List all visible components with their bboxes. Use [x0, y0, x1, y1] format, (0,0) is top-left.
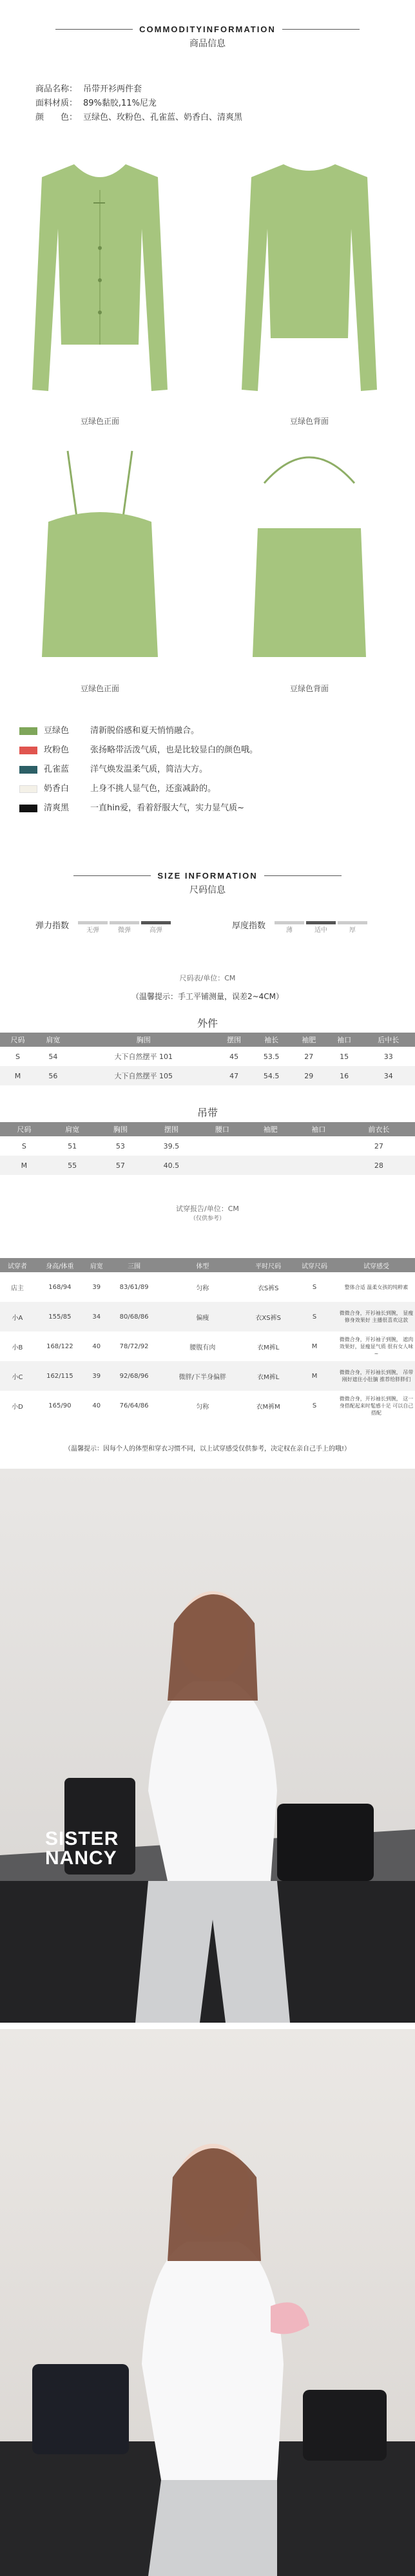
commodity-title-zh: 商品信息: [189, 39, 226, 49]
table-row: 小D 165/90 40 76/64/86 匀称 衣M裤M S 微微合身，开衫袖长到腕， 这一身搭配起来时髦感十足 可以自己搭配: [12, 1395, 414, 1416]
warm-note: （温馨提示：手工平铺测量，误差2~4CM）: [131, 992, 284, 1001]
commodity-info: [35, 82, 242, 125]
garment-strap-front: [29, 444, 171, 694]
thickness-index: [232, 920, 367, 934]
info-row: 商品名称： 吊带开衫两件套: [35, 84, 142, 94]
color-row: 豆绿色 清新脱俗感和夏天悄悄融合。: [19, 721, 258, 741]
divider: [55, 29, 133, 30]
color-swatch: [19, 785, 37, 793]
divider: [73, 875, 151, 876]
garment-caption: 豆绿色背面: [289, 684, 329, 693]
strap-back-image: [238, 444, 380, 676]
brand-line2: NANCY: [45, 1847, 117, 1869]
strap-front-image: [29, 444, 171, 676]
size-title-en: SIZE INFORMATION: [157, 871, 258, 881]
table-row: M 55 57 40.5 28: [0, 1156, 415, 1175]
outer-size-table: [0, 1033, 415, 1085]
color-row: 孔雀蓝 洋气焕发温柔气质，简洁大方。: [19, 760, 258, 779]
color-swatch: [19, 766, 37, 774]
thickness-label: 厚度指数: [232, 921, 266, 931]
table-row: 小A 155/85 34 80/68/86 偏瘦 衣XS裤S S 微微合身，开衫袖长到腕， 显瘦修身效果好 主播很喜欢这款: [0, 1302, 415, 1331]
table-header-row: 尺码 肩宽 胸围 摆围 腰口 袖肥 袖口 前衣长: [0, 1122, 415, 1136]
garment-cardigan-front: [29, 151, 171, 426]
garment-cardigan-back: [238, 151, 380, 426]
color-swatch: [19, 747, 37, 754]
cardigan-back-image: [238, 151, 380, 409]
size-title-zh: 尺码信息: [189, 885, 226, 895]
color-swatch: [19, 727, 37, 735]
divider: [264, 875, 342, 876]
table-row: S 54 大下自然摆平 101 45 53.5 27 15 33: [15, 1052, 393, 1061]
model-photo-1: [0, 1469, 415, 2023]
elastic-levels: 无弹 微弹 高弹: [86, 927, 163, 934]
model-photo-1-image: [0, 1469, 415, 2023]
brand-line1: SISTER: [45, 1828, 119, 1849]
trial-note: 试穿报告/单位：CM: [176, 1205, 239, 1213]
model-photo-2: [0, 2029, 415, 2576]
cardigan-front-image: [29, 151, 171, 409]
size-header: [0, 871, 415, 896]
color-row: 清爽黑 一直hin爱，看着舒服大气，实力显气质~: [19, 799, 258, 818]
garment-caption: 豆绿色正面: [80, 417, 119, 426]
color-row: 玫粉色 张扬略带活泼气质，也是比较显白的颜色哦。: [19, 741, 258, 760]
color-swatch: [19, 805, 37, 812]
info-row: 面料材质： 89%黏胶,11%尼龙: [35, 99, 157, 108]
garment-caption: 豆绿色正面: [80, 684, 119, 693]
trial-sub: （仅供参考）: [189, 1216, 225, 1222]
garment-caption: 豆绿色背面: [289, 417, 329, 426]
size-rule: [0, 871, 415, 881]
brand-logo: [45, 1829, 119, 1868]
garment-strap-back: [238, 444, 380, 694]
table-row: S 51 53 39.5 27: [21, 1141, 383, 1150]
trial-table: [0, 1258, 415, 1420]
model-photo-2-image: [0, 2029, 415, 2576]
table-row: M 56 大下自然摆平 105 47 54.5 29 16 34: [0, 1066, 415, 1085]
color-row: 奶香白 上身不挑人显气色，还蛮减龄的。: [19, 779, 258, 799]
unit-note: 尺码表/单位：CM: [179, 974, 236, 982]
bottom-note: （温馨提示：因每个人的体型和穿衣习惯不同，以上试穿感受仅供参考，决定权在亲自己手上的哦!）: [64, 1445, 351, 1453]
divider: [282, 29, 360, 30]
elastic-label: 弹力指数: [35, 921, 70, 931]
table-header-row: 尺码 肩宽 胸围 摆围 袖长 袖肥 袖口 后中长: [0, 1033, 415, 1047]
table-row: 小C 162/115 39 92/68/96 微胖/下半身偏胖 衣M裤L M 微微合身，开衫袖长到腕， 吊带刚好遮住小肚腩 推荐给胖胖们: [0, 1361, 415, 1391]
table-header-row: 试穿者 身高/体重 肩宽 三围 体型 平时尺码 试穿尺码 试穿感受: [0, 1258, 415, 1272]
thickness-levels: 薄 适中 厚: [286, 927, 356, 934]
outer-table-title: 外件: [197, 1017, 218, 1029]
commodity-header: [0, 24, 415, 50]
strap-size-table: [0, 1122, 415, 1175]
commodity-rule: [0, 24, 415, 34]
info-row: 颜 色： 豆绿色、玫粉色、孔雀蓝、奶香白、清爽黑: [35, 113, 243, 122]
strap-table-title: 吊带: [197, 1107, 218, 1119]
table-row: 小B 168/122 40 78/72/92 腰腹有肉 衣M裤L M 微微合身，开衫袖子到腕， 遮肉效果好，显瘦显气质 很有女人味~: [12, 1336, 414, 1357]
table-row: 店主 168/94 39 83/61/89 匀称 衣S裤S S 整体合适 温柔女孩的纯粹素: [10, 1283, 409, 1292]
elastic-index: [35, 920, 171, 934]
color-list: [19, 721, 258, 818]
commodity-title-en: COMMODITYINFORMATION: [139, 24, 276, 34]
